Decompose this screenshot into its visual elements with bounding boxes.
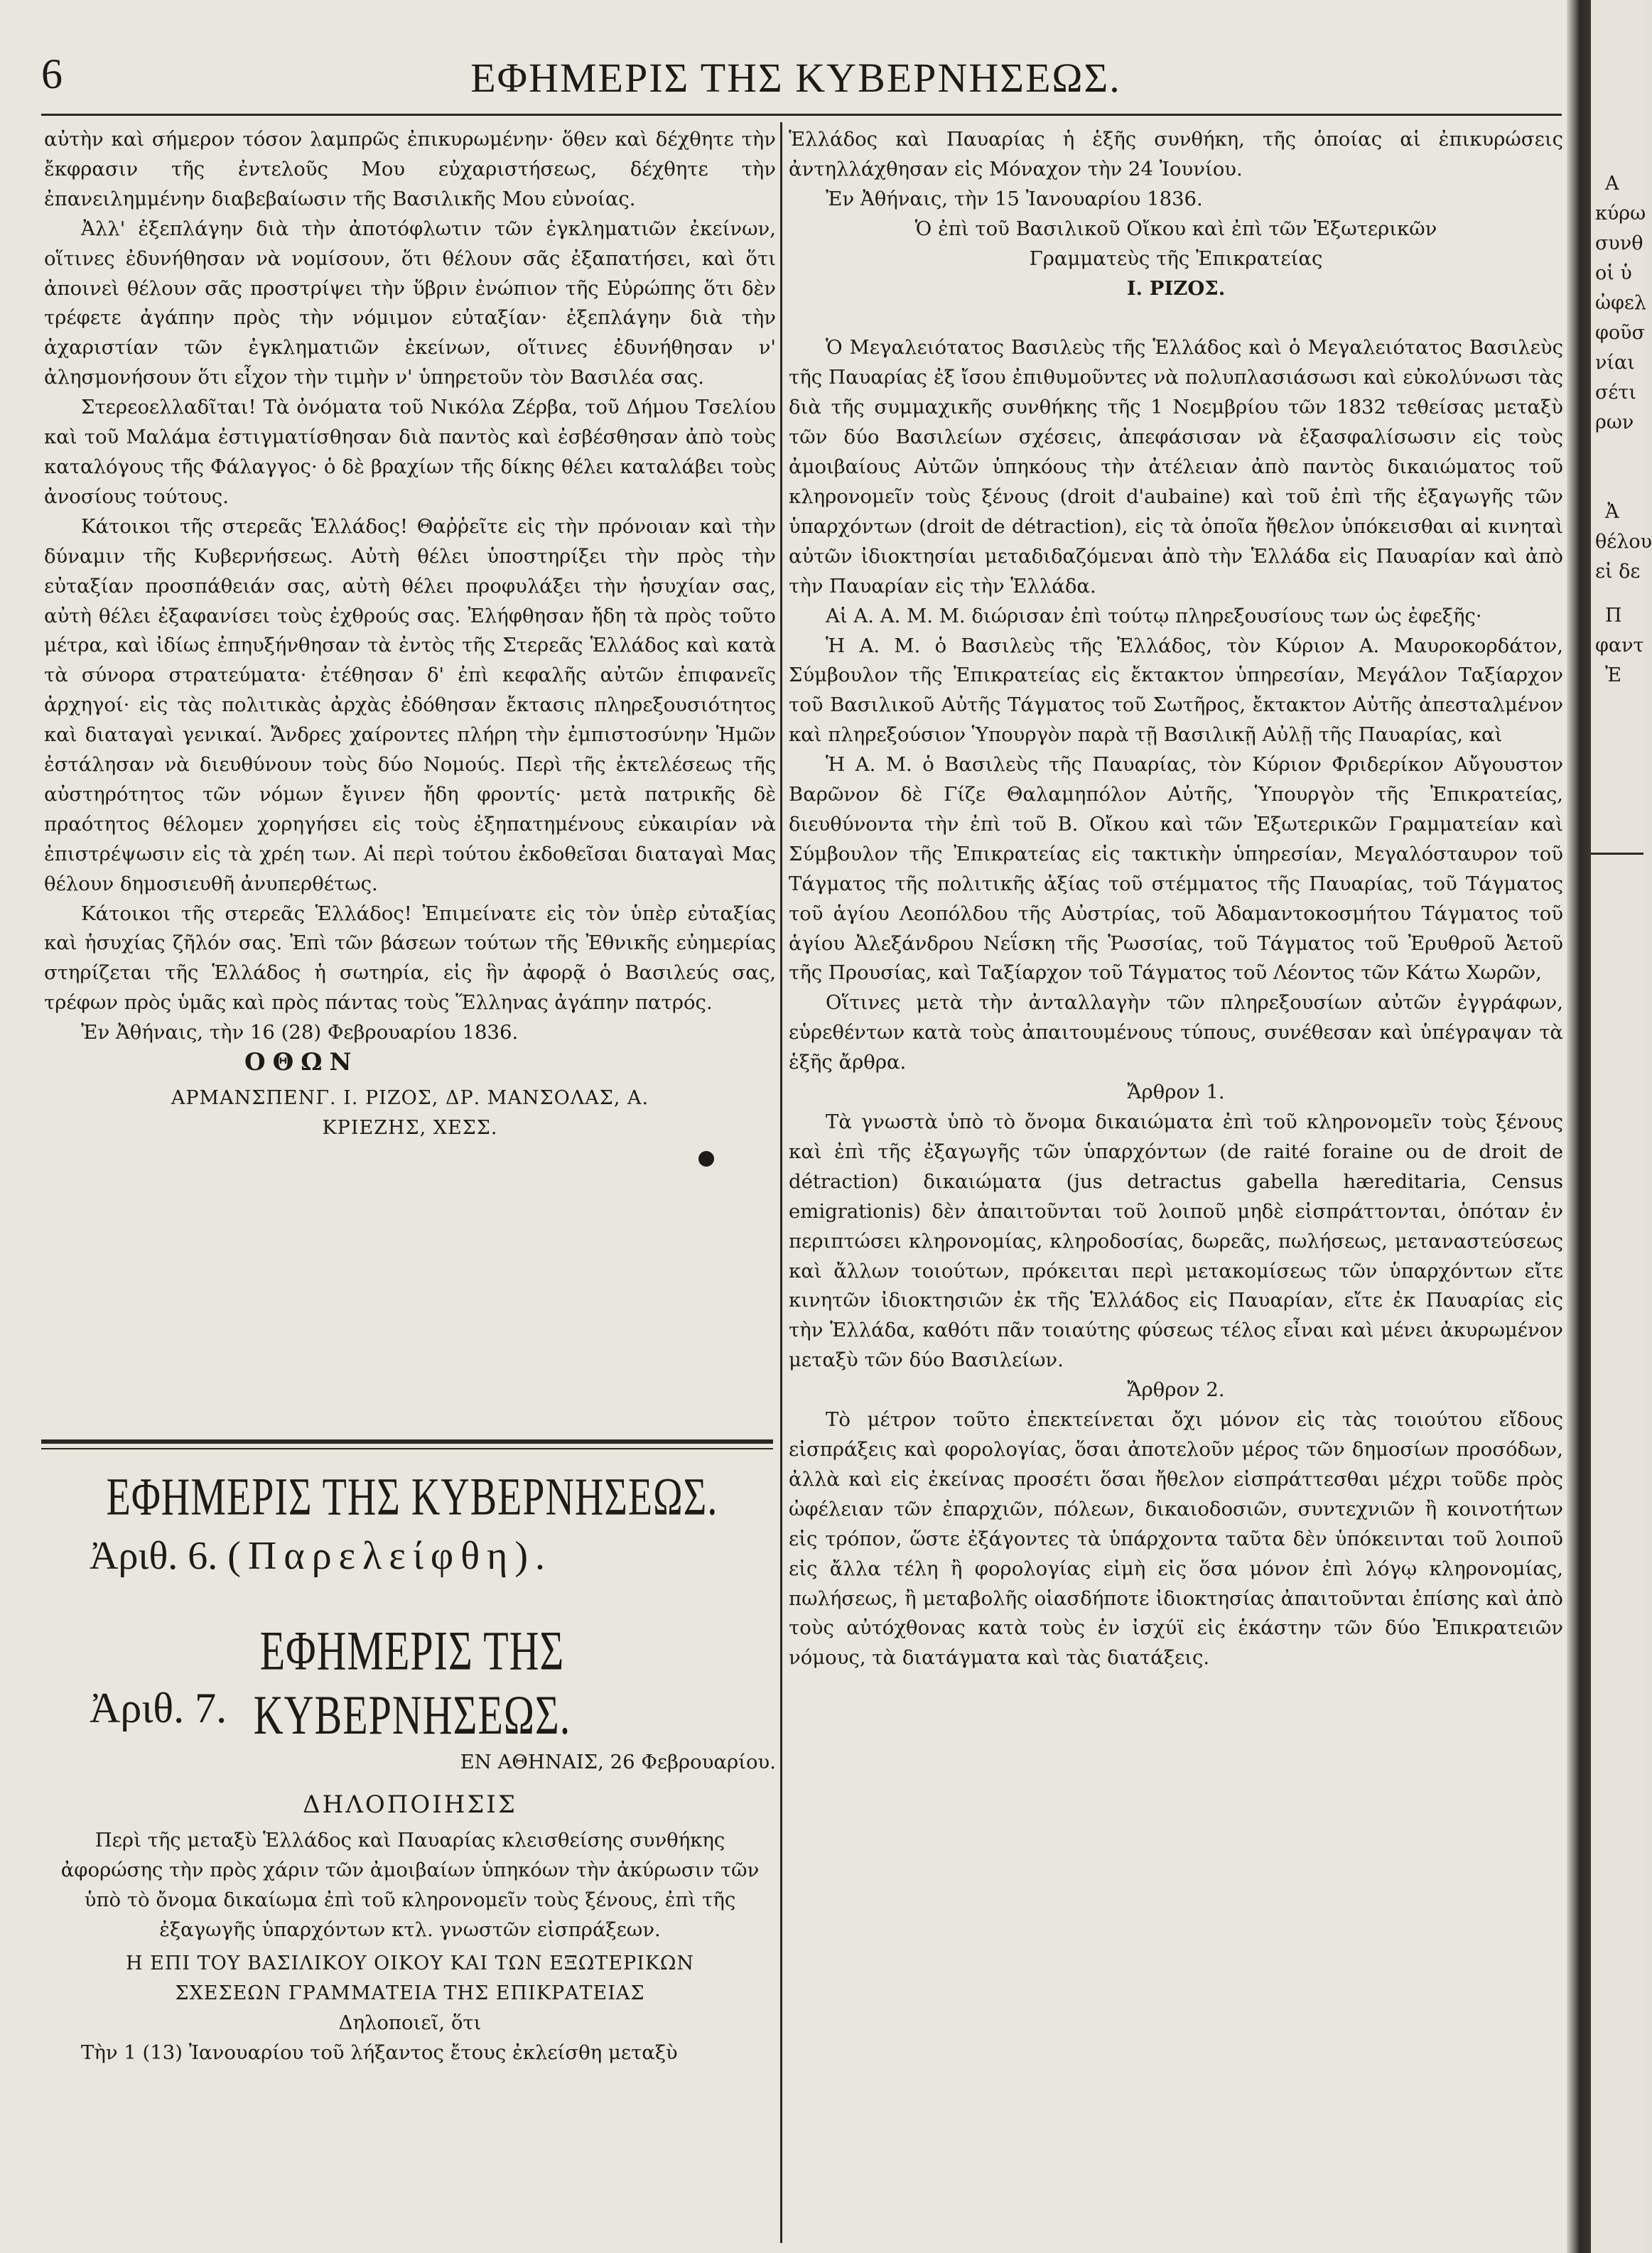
section-rule [41,1448,773,1449]
fragment-rule [1591,853,1643,855]
paragraph: Ἑλλάδος καὶ Παυαρίας ἡ ἑξῆς συνθήκη, τῆς ὁποίας αἱ ἐπικυρώσεις ἀντηλλάχθησαν εἰς Μόναχον τὴν 24 Ἰουνίου. [789,128,1563,180]
fragment: σέτι [1595,382,1636,404]
date-line: Ἐν Ἀθήναις, τὴν 15 Ἰανουαρίου 1836. [826,187,1203,210]
paragraph: Κάτοικοι τῆς στερεᾶς Ἑλλάδος! Θαῤῥεῖτε εἰς τὴν πρόνοιαν καὶ τὴν δύναμιν τῆς Κυβερνήσεως. Αὐτὴ θέλει ὑποστηρίξει τὴν πρὸς τὴν εὐταξίαν προσπάθειάν σας, αὐτὴ θέλει προφυλάξει τὴν ἡσυχίαν σας, αὐτὴ θέλει ἐξαφανίσει τοὺς ἐχθρούς σας. Ἐλήφθησαν ἤδη τὰ πρὸς τοῦτο μέτρα, καὶ ἰδίως ἐπηυξήνθησαν τὰ ἐντὸς τῆς Στερεᾶς Ἑλλάδος καὶ κατὰ τὰ σύνορα στρατεύματα· ἐτέθησαν δ' ἐπὶ κεφαλῆς αὐτῶν ἐπιφανεῖς ἀρχηγοί· εἰς τὰς πολιτικὰς ἀρχὰς ἐδόθησαν ἔκτασις πληρεξουσιότητος καὶ διαταγαὶ γενικαί. Ἄνδρες χαίροντες πλήρη τὴν ἐμπιστοσύνην Ἡμῶν ἐστάλησαν νὰ διευθύνουν τοὺς δύο Νομούς. Περὶ τῆς ἐκτελέσεως τῆς αὐστηρότητος τῶν νόμων ἔγινεν ἤδη φροντίς· μετὰ πατρικῆς δὲ πραότητος θέλομεν χορηγήσει εἰς τοὺς ἐξηπατημένους εὐκαιρίαν νὰ ἐπιστρέψωσιν εἰς τὰ χρέη των. Αἱ περὶ τούτου ἐκδοθεῖσαι διαταγαὶ Μας θέλουν δημοσιευθῆ ἀνυπερθέτως. [44,514,776,895]
fragment: ὠφελ [1595,292,1647,314]
paragraph: Τὰ γνωστὰ ὑπὸ τὸ ὄνομα δικαιώματα ἐπὶ τοῦ κληρονομεῖν τοὺς ξένους καὶ ἐπὶ τῆς ἐξαγωγῆς τῶν ὑπαρχόντων (de raité foraine ou de droit de détraction) δικαιώματα (jus detractus gabella hæreditaria, Census emigrationis) δὲν ἀπαιτοῦνται τοῦ λοιποῦ μηδὲ εἰσπράττονται, ὁπόταν ἐν περιπτώσει κληρονομίας, κληροδοσίας, δωρεᾶς, πωλήσεως, μεταναστεύσεως καὶ ἄλλων τοιούτων, πρόκειται περὶ μετακομίσεως τῶν ὑπαρχόντων εἴτε κινητῶν ἰδιοκτησιῶν ἐκ τῆς Ἑλλάδος εἰς Παυαρίαν, εἴτε ἐκ Παυαρίας εἰς τὴν Ἑλλάδα, καθότι πᾶν τοιαύτης φύσεως τέλος εἶναι καὶ μένει ἀκυρωμένον μεταξὺ τῶν δύο Βασιλείων. [789,1111,1563,1372]
fragment: κύρω [1595,202,1646,225]
running-title: ΕΦΗΜΕΡΙΣ ΤΗΣ ΚΥΒΕΡΝΗΣΕΩΣ. [470,55,1121,101]
omitted-note: (Παρελείφθη). [227,1534,552,1578]
fragment: οἱ ὑ [1595,262,1632,284]
issue-6-masthead: ΕΦΗΜΕΡΙΣ ΤΗΣ ΚΥΒΕΡΝΗΣΕΩΣ. [106,1467,718,1528]
paragraph: Στερεοελλαδῖται! Τὰ ὀνόματα τοῦ Νικόλα Ζέρβα, τοῦ Δήμου Τσελίου καὶ τοῦ Μαλάμα ἐστιγματίσθησαν διὰ παντὸς καὶ ἐσβέσθησαν ἀπὸ τοὺς καταλόγους τῆς Φάλαγγος· ὁ δὲ βραχίων τῆς δίκης θέλει καταλάβει τοὺς ἀνοσίους τούτους. [44,396,776,508]
declaration-subject: Περὶ τῆς μεταξὺ Ἑλλάδος καὶ Παυαρίας κλεισθείσης συνθήκης ἀφορώσης τὴν πρὸς χάριν τῶν ἀμοιβαίων ὑπηκόων τὴν ἀκύρωσιν τῶν ὑπὸ τὸ ὄνομα δικαίωμα ἐπὶ τοῦ κληρονομεῖν τοὺς ξένους, ἐπὶ τῆς ἐξαγωγῆς ὑπαρχόντων κτλ. γνωστῶν εἰσπράξεων. [60,1828,760,1941]
left-column-proclamation [44,125,776,1143]
paragraph: Ἀλλ' ἐξεπλάγην διὰ τὴν ἀποτόφλωτιν τῶν ἐγκληματιῶν ἐκείνων, οἵτινες ἐδυνήθησαν νὰ νομίσουν, ὅτι θέλουν σᾶς ἐξαπατήσει, καὶ ὅτι ἀποινεὶ θέλουν σᾶς προστρίψει τὴν ὕβριν ἐνώπιον τῆς Εὐρώπης ὅτι δὲν τρέφετε ἀγάπην πρὸς τὴν νόμιμον εὐταξίαν· ἐξεπλάγην διὰ τὴν ἀχαριστίαν τῶν ἐγκληματιῶν ἐκείνων, οἵτινες ἐδυνήθησαν ν' ἀλησμονήσουν ὅτι εἶχον τὴν τιμὴν ν' ὑπηρετοῦν τὸν Βασιλέα σας. [44,217,776,389]
fragment: φοῦσ [1595,322,1646,344]
left-column-declaration [44,1748,776,2068]
next-page-edge [1591,0,1652,2253]
issue-6-number [90,1533,552,1579]
fragment: ρων [1595,411,1634,433]
issue-7-masthead: ΕΦΗΜΕΡΙΣ ΤΗΣ ΚΥΒΕΡΝΗΣΕΩΣ. [253,1619,571,1746]
issue-7-dateline: ΕΝ ΑΘΗΝΑΙΣ, 26 Φεβρουαρίου. [460,1751,776,1773]
column-separator [780,122,782,2243]
royal-signature: ΟΘΩΝ [244,1048,359,1077]
article-heading: Ἄρθρον 1. [1127,1081,1225,1104]
article-heading: Ἄρθρον 2. [1127,1378,1225,1402]
paragraph: Ὁ Μεγαλειότατος Βασιλεὺς τῆς Ἑλλάδος καὶ ὁ Μεγαλειότατος Βασιλεὺς τῆς Παυαρίας ἐξ ἴσου ἐπιθυμοῦντες νὰ πολυπλασιάσωσι καὶ εὐκολύνωσι τὰς διὰ τῆς συμμαχικῆς συνθήκης τῆς 1 Νοεμβρίου τῶν 1832 τεθείσας μεταξὺ τῶν δύο Βασιλείων σχέσεις, ἀπεφάσισαν νὰ ἐξασφαλίσωσιν εἰς τοὺς ἀμοιβαίους Αὐτῶν ὑπηκόους τὴν ἀτέλειαν ἀπὸ παντὸς δικαιώματος τοῦ κληρονομεῖν τοὺς ξένους (droit d'aubaine) καὶ τοῦ ἐπὶ τῆς ἐξαγωγῆς τῶν ὑπαρχόντων (droit de détraction), εἰς τὰ ὁποῖα ἤθελον ὑπόκεισθαι αἱ κινηταὶ αὐτῶν ἰδιοκτησίαι μεταδιδαζόμεναι ἀπὸ τὴν Ἑλλάδα εἰς Παυαρίαν καὶ ἀπὸ τὴν Παυαρίαν εἰς τὴν Ἑλλάδα. [789,336,1563,598]
declares-line: Δηλοποιεῖ, ὅτι [338,2011,482,2035]
signatory-title: Ὁ ἐπὶ τοῦ Βασιλικοῦ Οἴκου καὶ ἐπὶ τῶν Ἐξωτερικῶν [914,217,1437,240]
ministry-heading: Η ΕΠΙ ΤΟΥ ΒΑΣΙΛΙΚΟΥ ΟΙΚΟΥ ΚΑΙ ΤΩΝ ΕΞΩΤΕΡΙΚΩΝ [125,1952,694,1975]
paragraph: Οἵτινες μετὰ τὴν ἀνταλλαγὴν τῶν πληρεξουσίων αὐτῶν ἐγγράφων, εὑρεθέντων κατὰ τοὺς ἀπαιτουμένους τύπους, συνέθεσαν καὶ ὑπέγραψαν τὰ ἑξῆς ἄρθρα. [789,991,1563,1074]
fragment: συνθ [1595,232,1643,254]
ministry-heading: ΣΧΕΣΕΩΝ ΓΡΑΜΜΑΤΕΙΑ ΤΗΣ ΕΠΙΚΡΑΤΕΙΑΣ [175,1982,645,2005]
declaration-title: ΔΗΛΟΠΟΙΗΣΙΣ [303,1790,517,1819]
paragraph: Αἱ Α. Α. Μ. Μ. διώρισαν ἐπὶ τούτῳ πληρεξουσίους των ὡς ἐφεξῆς· [826,604,1482,627]
paragraph: Κάτοικοι τῆς στερεᾶς Ἑλλάδος! Ἐπιμείνατε εἰς τὸν ὑπὲρ εὐταξίας καὶ ἡσυχίας ζῆλόν σας. Ἐπὶ τῶν βάσεων τούτων τῆς Ἐθνικῆς εὐημερίας στηρίζεται τῆς Ἑλλάδος ἡ σωτηρία, εἰς ἣν ἀφορᾷ ὁ Βασιλεύς σας, τρέφων πρὸς ὑμᾶς καὶ πρὸς πάντας τοὺς Ἕλληνας ἀγάπην πατρός. [44,902,776,1015]
issue-7-number: Ἀριθ. 7. [90,1685,227,1731]
paragraph: Τὸ μέτρον τοῦτο ἐπεκτείνεται ὄχι μόνον εἰς τὰς τοιούτου εἴδους εἰσπράξεις καὶ φορολογίας, ὅσαι ἀποτελοῦν μέρος τῶν δημοσίων προσόδων, ἀλλὰ καὶ εἰς ἐκείνας προσέτι ὅσαι ἤθελον εἰσπράττεσθαι μέχρι τοῦδε πρὸς ὠφέλειαν τῶν ἐπαρχιῶν, πόλεων, δικαιοδοσιῶν, συντεχνιῶν ἢ κοινοτήτων εἰς τρόπον, ὥστε ἐξάγοντες τὰ ὑπάρχοντα ταῦτα δὲν ὑπόκεινται τοῦ λοιποῦ εἰς ἄλλα τέλη ἢ φορολογίας εἰμὴ εἰς ὅσα μόνον ἐπὶ λόγῳ κληρονομίας, πωλήσεως, ἢ μεταβολῆς οἱασδήποτε ἰδιοκτησίας ἀπαιτοῦνται ἐπίσης καὶ ἀπὸ τοὺς αὐτόχθονας κατὰ τοὺς ἐν ἰσχύϊ εἰς ἑκάστην τῶν δύο Ἐπικρατειῶν νόμους, τὰ διατάγματα καὶ τὰς διατάξεις. [789,1408,1563,1670]
paragraph: Ἡ Α. Μ. ὁ Βασιλεὺς τῆς Ἑλλάδος, τὸν Κύριον Α. Μαυροκορδάτον, Σύμβουλον τῆς Ἐπικρατείας εἰς ἔκτακτον ὑπηρεσίαν, Μεγάλον Ταξίαρχον τοῦ Βασιλικοῦ Αὐτῆς Τάγματος τοῦ Σωτῆρος, ἔκτακτον Αὐτῆς ἀπεσταλμένον καὶ πληρεξούσιον Ὑπουργὸν παρὰ τῇ Βασιλικῇ Αὐλῇ τῆς Παυαρίας, καὶ [789,634,1563,747]
fragment: Ἐ [1605,664,1622,686]
ink-blot [698,1151,714,1167]
fragment: Α [1605,173,1619,195]
paragraph: Τὴν 1 (13) Ἰανουαρίου τοῦ λήξαντος ἔτους ἐκλείσθη μεταξὺ [81,2041,678,2065]
fragment: εἰ δε [1595,561,1641,583]
date-line: Ἐν Ἀθήναις, τὴν 16 (28) Φεβρουαρίου 1836. [81,1021,519,1044]
fragment: θέλου [1595,531,1652,553]
fragment: Π [1605,605,1622,627]
countersignature-line: ΚΡΙΕΖΗΣ, ΧΕΣΣ. [322,1116,498,1139]
countersignature-line: ΑΡΜΑΝΣΠΕΝΓ. Ι. ΡΙΖΟΣ, ΔΡ. ΜΑΝΣΟΛΑΣ, Α. [171,1087,649,1109]
right-column-treaty [789,125,1563,1673]
binding-gutter [1567,0,1591,2253]
paragraph: Ἡ Α. Μ. ὁ Βασιλεὺς τῆς Παυαρίας, τὸν Κύριον Φριδερίκον Αὔγουστον Βαρῶνον δὲ Γίζε Θαλαμηπόλον Αὐτῆς, Ὑπουργὸν τῆς Ἐπικρατείας, διευθύνοντα τὴν ἐπὶ τοῦ Β. Οἴκου καὶ τῶν Ἐξωτερικῶν Γραμματείαν καὶ Σύμβουλον τῆς Ἐπικρατείας εἰς τακτικὴν ὑπηρεσίαν, Μεγαλόσταυρον τοῦ Τάγματος τῆς πολιτικῆς ἀξίας τοῦ στέμματος τῆς Παυαρίας, τοῦ Τάγματος τοῦ ἁγίου Λεοπόλδου τῆς Αὐστρίας, τοῦ Ἀδαμαντοκοσμήτου Τάγματος τοῦ ἁγίου Ἀλεξάνδρου Νεΐσκη τῆς Ῥωσσίας, τοῦ Τάγματος τοῦ Ἐρυθροῦ Ἀετοῦ τῆς Προυσίας, καὶ Ταξίαρχον τοῦ Τάγματος τοῦ Λέοντος τῶν Κάτω Χωρῶν, [789,753,1563,985]
fragment: φαντ [1595,634,1644,657]
fragment: Ἀ [1605,501,1619,523]
issue-number-label: Ἀριθ. 6. [90,1534,218,1578]
paragraph: αὐτὴν καὶ σήμερον τόσον λαμπρῶς ἐπικυρωμένην· ὅθεν καὶ δέχθητε τὴν ἔκφρασιν τῆς ἐντελοῦς Μου εὐχαριστήσεως, δέχθητε τὴν ἐπανειλημμένην διαβεβαίωσιν τῆς Βασιλικῆς Μου εὐνοίας. [44,128,776,210]
signatory-title: Γραμματεὺς τῆς Ἐπικρατείας [1029,247,1323,270]
section-rule [41,1439,773,1444]
page-number: 6 [41,50,63,97]
header-rule [41,114,1562,116]
signatory-name: Ι. ΡΙΖΟΣ. [1126,276,1226,300]
fragment: νίαι [1595,352,1635,374]
